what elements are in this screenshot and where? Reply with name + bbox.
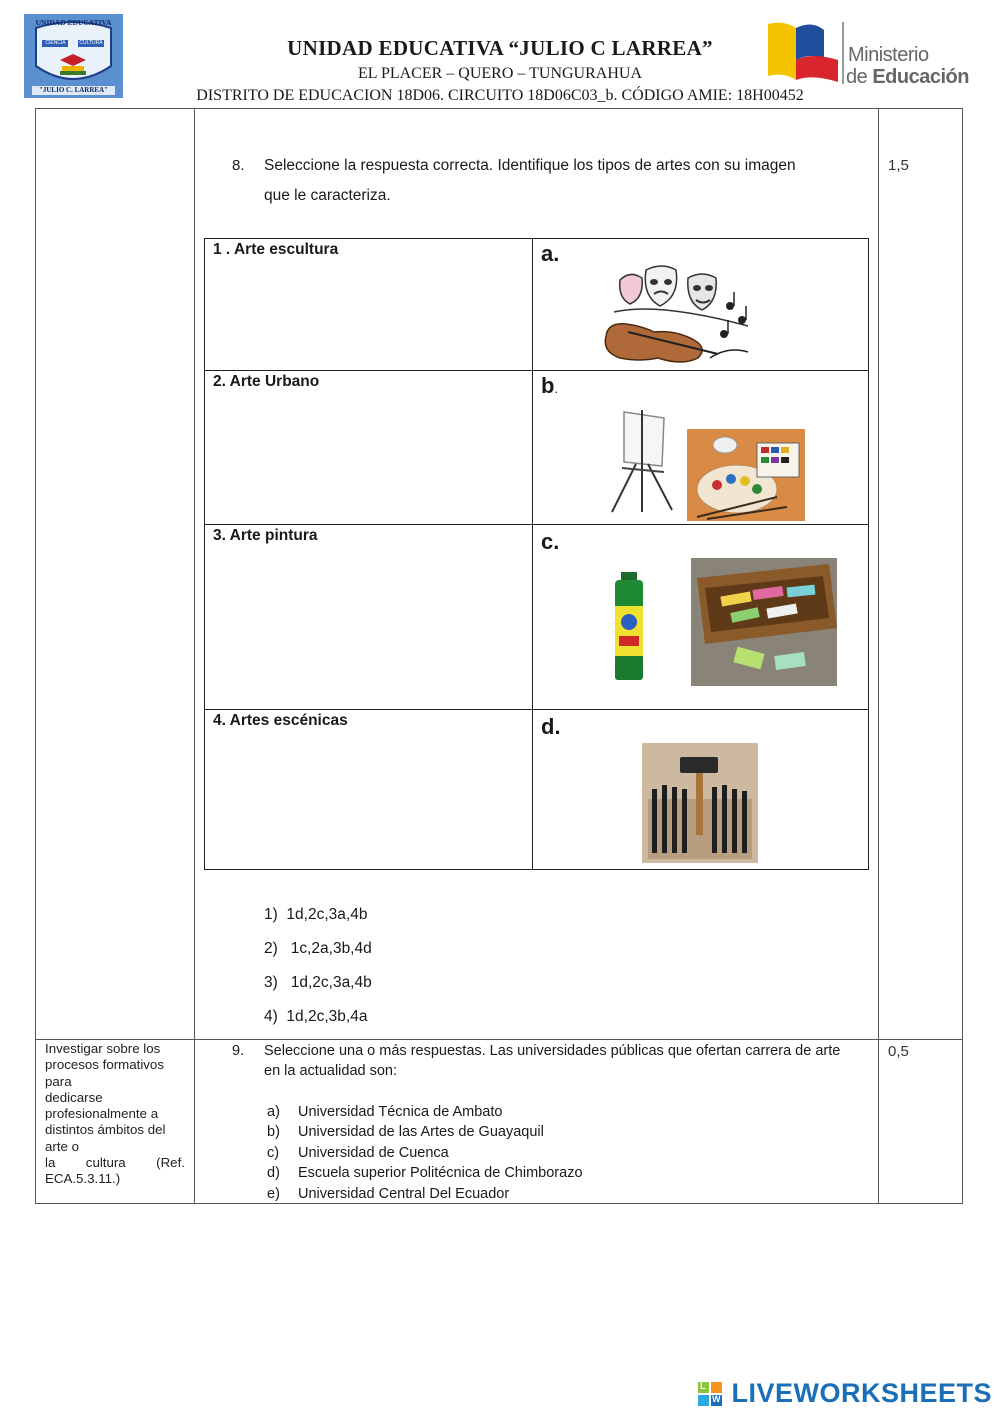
q9-option-b-text: Universidad de las Artes de Guayaquil [298, 1124, 544, 1141]
q9-option-b-letter: b) [267, 1124, 280, 1141]
easel-image [606, 408, 678, 514]
liveworksheets-logo-icon [698, 1382, 722, 1406]
match-letter-d: d. [541, 714, 561, 739]
q8-number: 8. [232, 157, 245, 174]
logo-letter-l: L [700, 1381, 706, 1391]
criteria-word: cultura [85, 1155, 126, 1171]
q8-option-1[interactable] [264, 906, 367, 924]
criteria-word: la [45, 1155, 56, 1171]
match-label-2: 2. Arte Urbano [213, 373, 320, 390]
q8-option-3[interactable] [264, 974, 372, 992]
q8-option-1-text: 1d,2c,3a,4b [286, 906, 368, 923]
match-label-3: 3. Arte pintura [213, 527, 318, 544]
chalk-box-image [691, 558, 837, 686]
ministry-line2-prefix: de [846, 66, 873, 88]
matching-row-divider-3 [204, 709, 869, 710]
match-letter-b-char: b [541, 373, 555, 398]
evaluation-criteria [45, 1041, 185, 1188]
ministry-flag-icon [766, 20, 844, 86]
match-label-4: 4. Artes escénicas [213, 712, 348, 729]
criteria-line: Investigar sobre los [45, 1041, 161, 1056]
q9-option-a-text: Universidad Técnica de Ambato [298, 1104, 503, 1120]
q9-text-line2: en la actualidad son: [264, 1063, 398, 1079]
q9-option-c[interactable] [267, 1143, 583, 1163]
criteria-word: (Ref. [156, 1155, 185, 1171]
crest-banner-left: CIENCIA [45, 40, 66, 46]
theater-masks-violin-image [598, 262, 758, 370]
q9-option-a[interactable] [267, 1102, 583, 1122]
matching-row-divider-1 [204, 370, 869, 371]
school-location: EL PLACER – QUERO – TUNGURAHUA [358, 65, 642, 82]
q8-option-1-num: 1) [264, 906, 278, 923]
q9-option-b[interactable] [267, 1122, 583, 1142]
paint-palette-image [687, 429, 805, 521]
q8-score: 1,5 [888, 157, 909, 174]
crest-top-text: UNIDAD EDUCATIVA [35, 18, 112, 27]
ministry-line2 [846, 66, 969, 89]
q8-option-3-text: 1d,2c,3a,4b [290, 974, 372, 991]
q9-option-e-text: Universidad Central Del Ecuador [298, 1185, 510, 1202]
q8-text-line1: Seleccione la respuesta correcta. Identifique los tipos de artes con su imagen [264, 157, 796, 174]
q9-option-d-letter: d) [267, 1165, 280, 1182]
q8-option-3-num: 3) [264, 974, 278, 991]
criteria-reference: ECA.5.3.11.) [45, 1171, 121, 1187]
q8-option-4[interactable] [264, 1008, 367, 1026]
criteria-line: profesionalmente a [45, 1106, 159, 1122]
q9-text-line1: Seleccione una o más respuestas. Las universidades públicas que ofertan carrera de arte [264, 1043, 841, 1059]
spray-can-image [611, 572, 647, 684]
match-letter-a: a. [541, 241, 560, 266]
q8-option-2[interactable] [264, 940, 372, 958]
q9-option-d[interactable] [267, 1163, 583, 1183]
criteria-line: arte o [45, 1138, 80, 1154]
ministry-line2-bold: Educación [872, 66, 969, 88]
criteria-line: distintos ámbitos del [45, 1122, 166, 1138]
criteria-line: procesos formativos [45, 1057, 164, 1073]
matching-table [204, 238, 869, 870]
logo-letter-w: W [712, 1394, 721, 1404]
q9-option-c-letter: c) [267, 1144, 280, 1161]
matching-table-divider [532, 238, 533, 870]
match-letter-b-suffix: . [554, 381, 559, 396]
q9-option-c-text: Universidad de Cuenca [298, 1144, 449, 1161]
q9-options [267, 1102, 583, 1204]
q9-option-e[interactable] [267, 1184, 583, 1204]
q8-option-4-text: 1d,2c,3b,4a [286, 1008, 368, 1025]
criteria-line: para [45, 1073, 72, 1089]
q9-option-a-letter: a) [267, 1104, 280, 1120]
q9-option-e-letter: e) [267, 1185, 280, 1202]
school-name: UNIDAD EDUCATIVA “JULIO C LARREA” [287, 36, 713, 60]
match-letter-b [541, 373, 558, 399]
q9-score: 0,5 [888, 1043, 909, 1060]
match-letter-c: c. [541, 529, 560, 554]
ministry-line1: Ministerio [848, 44, 929, 66]
match-label-1: 1 . Arte escultura [213, 241, 339, 258]
criteria-justified-line [45, 1155, 185, 1171]
q9-option-d-text: Escuela superior Politécnica de Chimborazo [298, 1165, 583, 1182]
matching-row-divider-2 [204, 524, 869, 525]
q8-text-line2: que le caracteriza. [264, 187, 391, 204]
crest-banner-right: CULTURA [79, 40, 103, 46]
criteria-line: dedicarse [45, 1089, 103, 1105]
ministry-logo [766, 20, 969, 88]
q9-number: 9. [232, 1043, 245, 1059]
liveworksheets-brand[interactable]: LIVEWORKSHEETS [731, 1378, 992, 1408]
q8-option-2-text: 1c,2a,3b,4d [290, 940, 372, 957]
row-divider [35, 1039, 963, 1040]
hammer-chisels-image [642, 739, 758, 865]
q8-option-4-num: 4) [264, 1008, 278, 1025]
district-code: DISTRITO DE EDUCACION 18D06. CIRCUITO 18D06C03_b. CÓDIGO AMIE: 18H00452 [196, 87, 804, 104]
q8-option-2-num: 2) [264, 940, 278, 957]
crest-bottom-text: "JULIO C. LARREA" [38, 86, 109, 94]
